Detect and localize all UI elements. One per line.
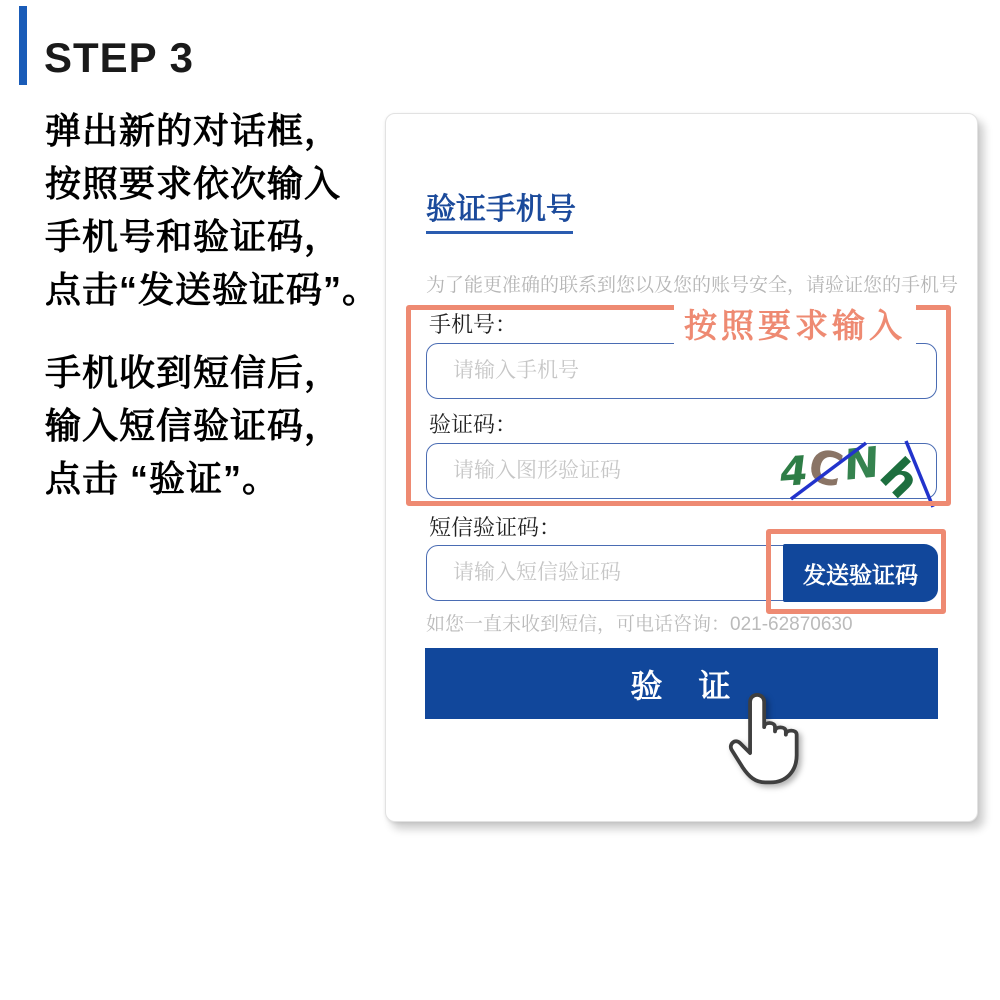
captcha-char: N [843, 436, 880, 491]
dialog-title: 验证手机号 [426, 193, 576, 226]
step-heading: STEP 3 [44, 34, 194, 81]
verify-button[interactable]: 验 证 [425, 648, 938, 719]
annotation-label: 按照要求输入 [674, 300, 916, 347]
phone-input[interactable] [426, 343, 937, 399]
instruction-line: 弹出新的对话框， [45, 110, 342, 151]
phone-label: 手机号： [429, 312, 518, 337]
captcha-char: 4 [778, 448, 810, 496]
captcha-image[interactable] [778, 436, 936, 514]
title-underline [426, 231, 573, 234]
instruction-line: 按照要求依次输入 [45, 163, 342, 204]
captcha-label: 验证码： [429, 412, 518, 437]
instruction-line: 输入短信验证码， [45, 405, 342, 446]
send-code-button[interactable]: 发送验证码 [783, 544, 938, 602]
instruction-line: 点击 “验证”。 [45, 458, 280, 499]
instruction-line: 点击“发送验证码”。 [45, 269, 380, 310]
captcha-char: C [803, 438, 849, 498]
step-accent-bar [19, 6, 27, 85]
dialog-subtitle: 为了能更准确的联系到您以及您的账号安全，请验证您的手机号 [426, 275, 959, 296]
instruction-line: 手机收到短信后， [45, 352, 342, 393]
captcha-char: h [869, 447, 932, 509]
captcha-noise-lines [778, 436, 936, 514]
sms-help-note: 如您一直未收到短信，可电话咨询：021-62870630 [426, 614, 853, 635]
sms-code-label: 短信验证码： [429, 515, 562, 540]
hand-pointer-icon [723, 687, 801, 791]
sms-code-row [426, 544, 938, 602]
instruction-line: 手机号和验证码， [45, 216, 342, 257]
verify-phone-dialog [385, 113, 978, 822]
instruction-paragraph-2 [45, 346, 341, 505]
instruction-paragraph-1 [45, 104, 379, 316]
